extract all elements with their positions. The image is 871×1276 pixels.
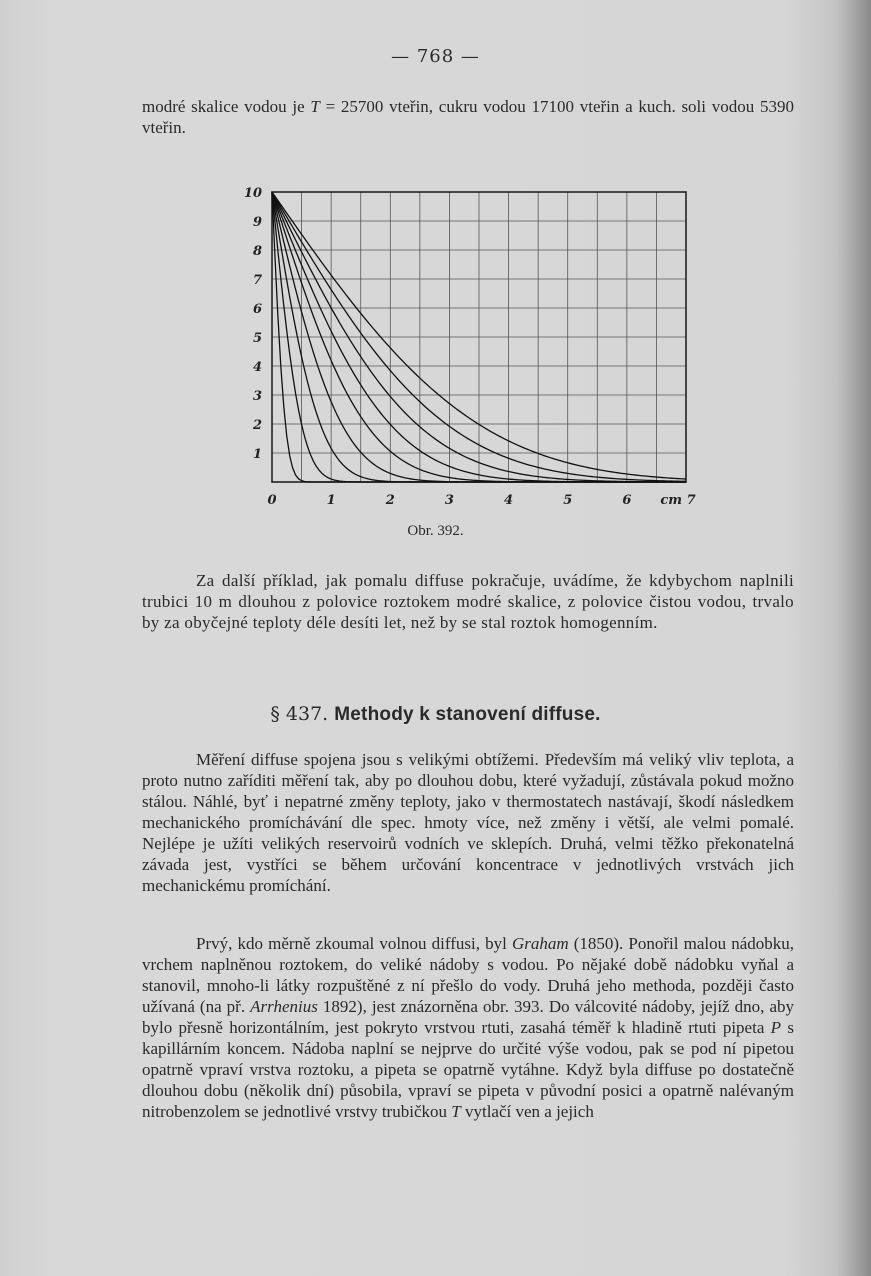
p4-text-2: (1850). Ponořil malou nádobku, vrchem naplněnou roztokem, do veliké nádoby s vodou. Po nějaké době nádobku vyňal a stanovil, mnoho-li látky rozpuštěné z ní přešlo do vody. Druhá jeho methoda, později často užívaná (na př. xyxy=(142,934,795,1016)
x-tick-label: 6 xyxy=(622,493,632,508)
x-tick-label: 5 xyxy=(563,493,573,508)
section-title: Methody k stanovení diffuse. xyxy=(334,704,601,725)
p4-text-4: s kapillárním koncem. Nádoba naplní se nejprve do určité výše vodou, pak se pod ní pipetou opatrně vpraví vrstva roztoku, a pipeta se opatrně vytáhne. Když byla diffuse po dostatečně dlouhou dobu (několik dní) působila, vpraví se pipeta v původní posici a opatrně nalévaným nitrobenzolem se jednotlivé vrstvy trubičkou xyxy=(142,1018,794,1121)
x-tick-label: 3 xyxy=(444,493,454,508)
x-tick-label: 1 xyxy=(326,493,336,508)
figure-caption: Obr. 392. xyxy=(407,523,464,539)
x-tick-label: cm 7 xyxy=(660,493,696,508)
paragraph-3: Měření diffuse spojena jsou s velikými obtížemi. Především má veliký vliv teplota, a proto nutno zaříditi měření tak, aby po dlouhou dobu, které vyžadují, zůstávala pokud možno stálou. Náhlé, byť i nepatrné změny teploty, jako v thermostatech nastávají, škodí následkem mechanického promíchávání dle spec. hmoty více, než změny i větší, ale velmi pomalé. Nejlépe je užíti velikých reservoirů vodních ve sklepích. Druhá, velmi těžko překonatelná závada jest, vystříci se během určování koncentrace v jednotlivých vrstvách jich mechanickému promíchání. xyxy=(142,750,794,895)
p4-text-1: Prvý, kdo měrně zkoumal volnou diffusi, byl xyxy=(196,934,512,953)
x-tick-label: 2 xyxy=(385,493,395,508)
y-tick-label: 9 xyxy=(252,215,262,230)
y-tick-label: 2 xyxy=(252,418,262,433)
y-tick-label: 8 xyxy=(252,244,262,259)
y-tick-label: 6 xyxy=(252,302,262,317)
p4-text-3: 1892), jest znázorněna obr. 393. Do válcovité nádoby, jejíž dno, aby bylo přesně horizontálním, jest pokryto vrstvou rtuti, zasahá téměř k hladině rtuti pipeta xyxy=(142,997,794,1037)
y-tick-label: 4 xyxy=(252,360,262,375)
diffusion-chart xyxy=(238,180,708,520)
y-tick-label: 3 xyxy=(252,389,262,404)
intro-paragraph xyxy=(142,96,794,138)
p4-t-symbol: T xyxy=(451,1102,461,1121)
y-tick-label: 5 xyxy=(252,331,262,346)
p4-p-symbol: P xyxy=(770,1018,782,1037)
p4-graham: Graham xyxy=(511,934,569,953)
y-tick-label: 7 xyxy=(252,273,262,288)
paragraph-2: Za další příklad, jak pomalu diffuse pokračuje, uvádíme, že kdybychom naplnili trubici 10 m dlouhou z polovice roztokem modré skalice, z polovice čistou vodou, trvalo by za obyčejné teploty déle desíti let, než by se stal roztok homogenním. xyxy=(142,571,794,632)
y-tick-label: 1 xyxy=(252,447,262,462)
x-tick-label: 4 xyxy=(504,493,514,508)
y-tick-label: 10 xyxy=(243,186,262,201)
section-number: § 437. xyxy=(270,703,329,725)
x-tick-label: 0 xyxy=(267,493,277,508)
diffusion-figure xyxy=(238,180,708,540)
section-heading xyxy=(0,703,871,726)
intro-text-1: modré skalice vodou je xyxy=(142,97,311,116)
page-number: — 768 — xyxy=(391,46,480,67)
intro-t-symbol: T xyxy=(310,97,320,116)
paragraph-4 xyxy=(142,933,794,1122)
intro-text-2: = 25700 vteřin, cukru vodou 17100 vteřin a kuch. soli vodou 5390 vteřin. xyxy=(142,97,794,137)
p4-text-5: vytlačí ven a jejich xyxy=(460,1102,594,1121)
p4-arrhenius: Arrhenius xyxy=(250,997,318,1016)
